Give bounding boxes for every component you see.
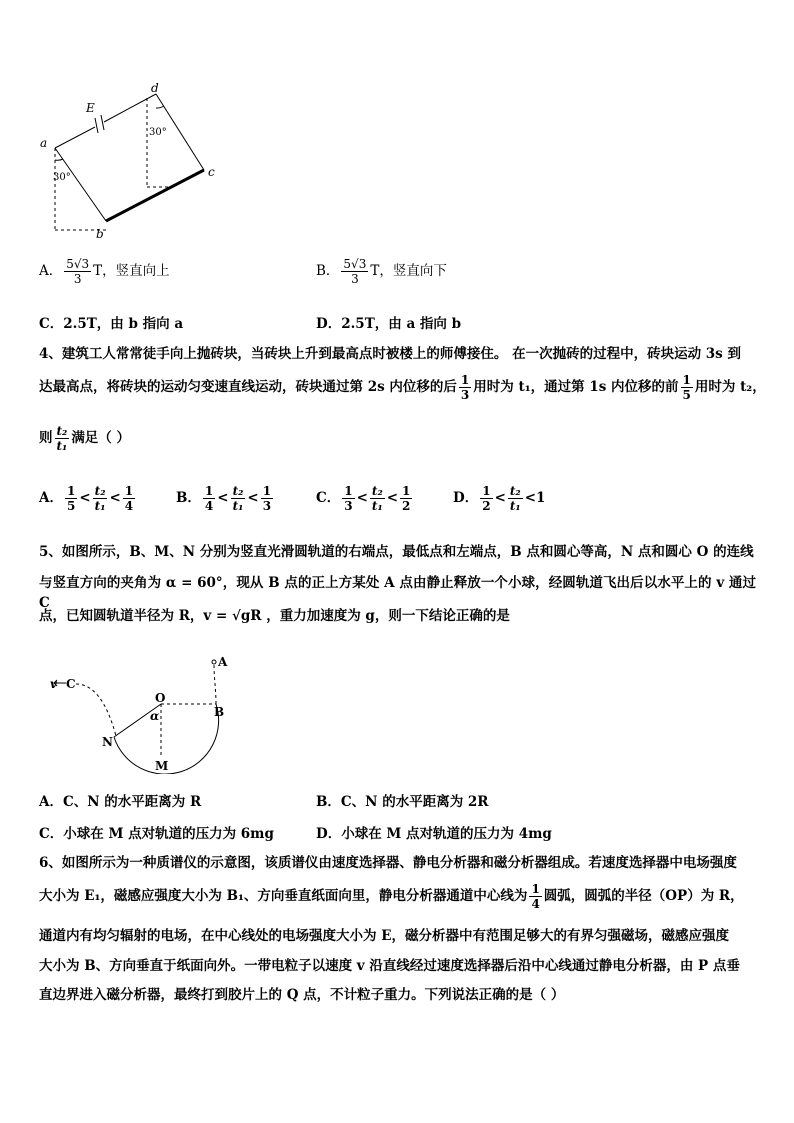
- q3-option-b-den: 3: [351, 272, 359, 286]
- q4-option-c-lt1: <: [356, 490, 368, 506]
- q4-option-c-letter: C．: [316, 490, 341, 506]
- q4-option-d-lt2: <: [524, 490, 537, 506]
- label-d: d: [151, 81, 159, 95]
- q5-option-b[interactable]: B．C、N 的水平距离为 2R: [316, 794, 489, 810]
- q4-frac2-d: 5: [682, 388, 691, 402]
- q4-option-d-lo-n: 1: [482, 484, 491, 498]
- q4-option-a-letter: A．: [39, 490, 63, 506]
- q6-line2: [39, 882, 756, 911]
- label-N: N: [102, 735, 113, 749]
- label-C: C: [66, 677, 76, 691]
- label-E: E: [86, 101, 95, 115]
- q4-frac1-n: 1: [460, 373, 470, 387]
- q4-option-b-lo-n: 1: [204, 484, 214, 498]
- label-v: v: [50, 677, 57, 691]
- q6-frac-n: 1: [531, 882, 540, 896]
- q4-option-a-lt1: <: [79, 490, 91, 506]
- q4-option-c-lt2: <: [386, 490, 399, 506]
- q4-ratio-n: t₂: [56, 424, 68, 438]
- q4-option-c-t2: t₂: [371, 484, 383, 498]
- label-A: A: [218, 655, 228, 669]
- q4-option-b-hi-d: 3: [262, 499, 272, 513]
- label-a: a: [40, 136, 48, 150]
- q4-frac2-n: 1: [682, 373, 691, 387]
- q4-line2a: 达最高点，将砖块的运动匀变速直线运动，砖块通过第 2s 内位移的后: [39, 379, 457, 395]
- q4-option-a-hi-n: 1: [124, 484, 134, 498]
- q4-frac1-d: 3: [460, 388, 470, 402]
- q4-option-b-lo-d: 4: [204, 499, 214, 513]
- q6-line3: 通道内有均匀辐射的电场，在中心线处的电场强度大小为 E，磁分析器中有范围足够大的有界匀强磁场，磁感应强度: [39, 928, 729, 944]
- q4-option-b-hi-n: 1: [262, 484, 272, 498]
- q4-option-d-t1: t₁: [509, 499, 521, 513]
- label-b: b: [96, 227, 104, 240]
- label-alpha: α: [150, 709, 160, 723]
- q4-option-a-lo-n: 1: [66, 484, 76, 498]
- q6-line2a: 大小为 E₁，磁感应强度大小为 B₁、方向垂直纸面向里，静电分析器通道中心线为: [39, 888, 528, 904]
- q4-option-b-t1: t₁: [232, 499, 244, 513]
- q3-option-a-letter: A．: [39, 263, 63, 279]
- q4-option-a-t1: t₁: [94, 499, 106, 513]
- q4-ratio-d: t₁: [56, 439, 68, 453]
- q6-line4: 大小为 B、方向垂直于纸面向外。一带电粒子以速度 v 沿直线经过速度选择器后沿中心线通过静电分析器，由 P 点垂: [39, 958, 740, 974]
- q4-option-c-t1: t₁: [371, 499, 383, 513]
- q6-line5: 直边界进入磁分析器，最终打到胶片上的 Q 点，不计粒子重力。下列说法正确的是（ ）: [39, 987, 565, 1003]
- q4-line1: 4、建筑工人常常徒手向上抛砖块，当砖块上升到最高点时被楼上的师傅接住。 在一次抛砖的过程中，砖块运动 3s 到: [39, 346, 741, 362]
- q4-option-c[interactable]: [316, 484, 414, 513]
- q3-option-a-tail: T，竖直向上: [93, 263, 170, 279]
- q4-option-a[interactable]: [39, 484, 137, 513]
- q3-option-b-letter: B．: [316, 263, 340, 279]
- q5-line1: 5、如图所示，B、M、N 分别为竖直光滑圆轨道的右端点，最低点和左端点，B 点和圆心等高，N 点和圆心 O 的连线: [39, 544, 754, 560]
- q4-option-b-lt1: <: [217, 490, 229, 506]
- q3-option-c[interactable]: C．2.5T，由 b 指向 a: [39, 316, 184, 332]
- q6-line2b: 圆弧，圆弧的半径（OP）为 R，: [543, 888, 744, 904]
- q4-option-c-lo-d: 3: [344, 499, 353, 513]
- label-B: B: [214, 705, 225, 719]
- q4-line2b: 用时为 t₁，通过第 1s 内位移的前: [473, 379, 679, 395]
- q6-frac-d: 4: [531, 897, 540, 911]
- q4-option-d[interactable]: [453, 484, 545, 513]
- q4-option-c-hi-d: 2: [402, 499, 411, 513]
- q5-option-a[interactable]: A．C、N 的水平距离为 R: [39, 794, 202, 810]
- q4-line2c: 用时为 t₂，: [694, 379, 766, 395]
- label-O: O: [155, 691, 166, 705]
- q4-line3b: 满足（ ）: [71, 430, 131, 446]
- q4-option-d-letter: D．: [453, 490, 479, 506]
- q3-option-b[interactable]: [316, 257, 447, 286]
- q5-line3: 点，已知圆轨道半径为 R，v = √gR ，重力加速度为 g，则一下结论正确的是: [39, 608, 510, 624]
- q4-line3: [39, 424, 756, 453]
- q5-line2: 与竖直方向的夹角为 α = 60°，现从 B 点的正上方某处 A 点由静止释放一个小球，经圆轨道飞出后以水平上的 v 通过 C: [39, 575, 756, 611]
- q4-option-d-hi: 1: [536, 490, 546, 506]
- q4-option-d-t2: t₂: [509, 484, 521, 498]
- q4-option-c-hi-n: 1: [402, 484, 411, 498]
- q5-option-c[interactable]: C．小球在 M 点对轨道的压力为 6mg: [39, 826, 274, 842]
- q4-option-a-lo-d: 5: [66, 499, 76, 513]
- q3-option-d[interactable]: D．2.5T，由 a 指向 b: [316, 316, 462, 332]
- q4-line2: [39, 373, 766, 402]
- q3-option-a[interactable]: [39, 257, 170, 286]
- angle-d: 30°: [149, 127, 167, 138]
- q4-option-d-lt1: <: [494, 490, 506, 506]
- q3-option-b-tail: T，竖直向下: [370, 263, 447, 279]
- q4-option-b[interactable]: [176, 484, 275, 513]
- label-c: c: [208, 165, 215, 179]
- q6-line1: 6、如图所示为一种质谱仪的示意图，该质谱仪由速度选择器、静电分析器和磁分析器组成。若速度选择器中电场强度: [39, 855, 737, 871]
- q4-option-a-lt2: <: [109, 490, 121, 506]
- q4-option-d-lo-d: 2: [482, 499, 491, 513]
- q5-option-d[interactable]: D．小球在 M 点对轨道的压力为 4mg: [316, 826, 552, 842]
- angle-a: 30°: [53, 172, 71, 183]
- q4-option-b-t2: t₂: [232, 484, 244, 498]
- q3-option-b-num: 5√3: [343, 257, 367, 271]
- q4-option-c-lo-n: 1: [344, 484, 353, 498]
- circuit-figure: [38, 80, 228, 240]
- q4-option-b-letter: B．: [176, 490, 201, 506]
- q3-option-a-den: 3: [73, 272, 82, 286]
- q4-line3a: 则: [39, 430, 53, 446]
- q3-option-a-num: 5√3: [66, 257, 90, 271]
- q4-option-a-hi-d: 4: [124, 499, 134, 513]
- q4-option-a-t2: t₂: [94, 484, 106, 498]
- circular-track-figure: [44, 654, 244, 774]
- label-M: M: [155, 759, 169, 773]
- q4-option-b-lt2: <: [247, 490, 259, 506]
